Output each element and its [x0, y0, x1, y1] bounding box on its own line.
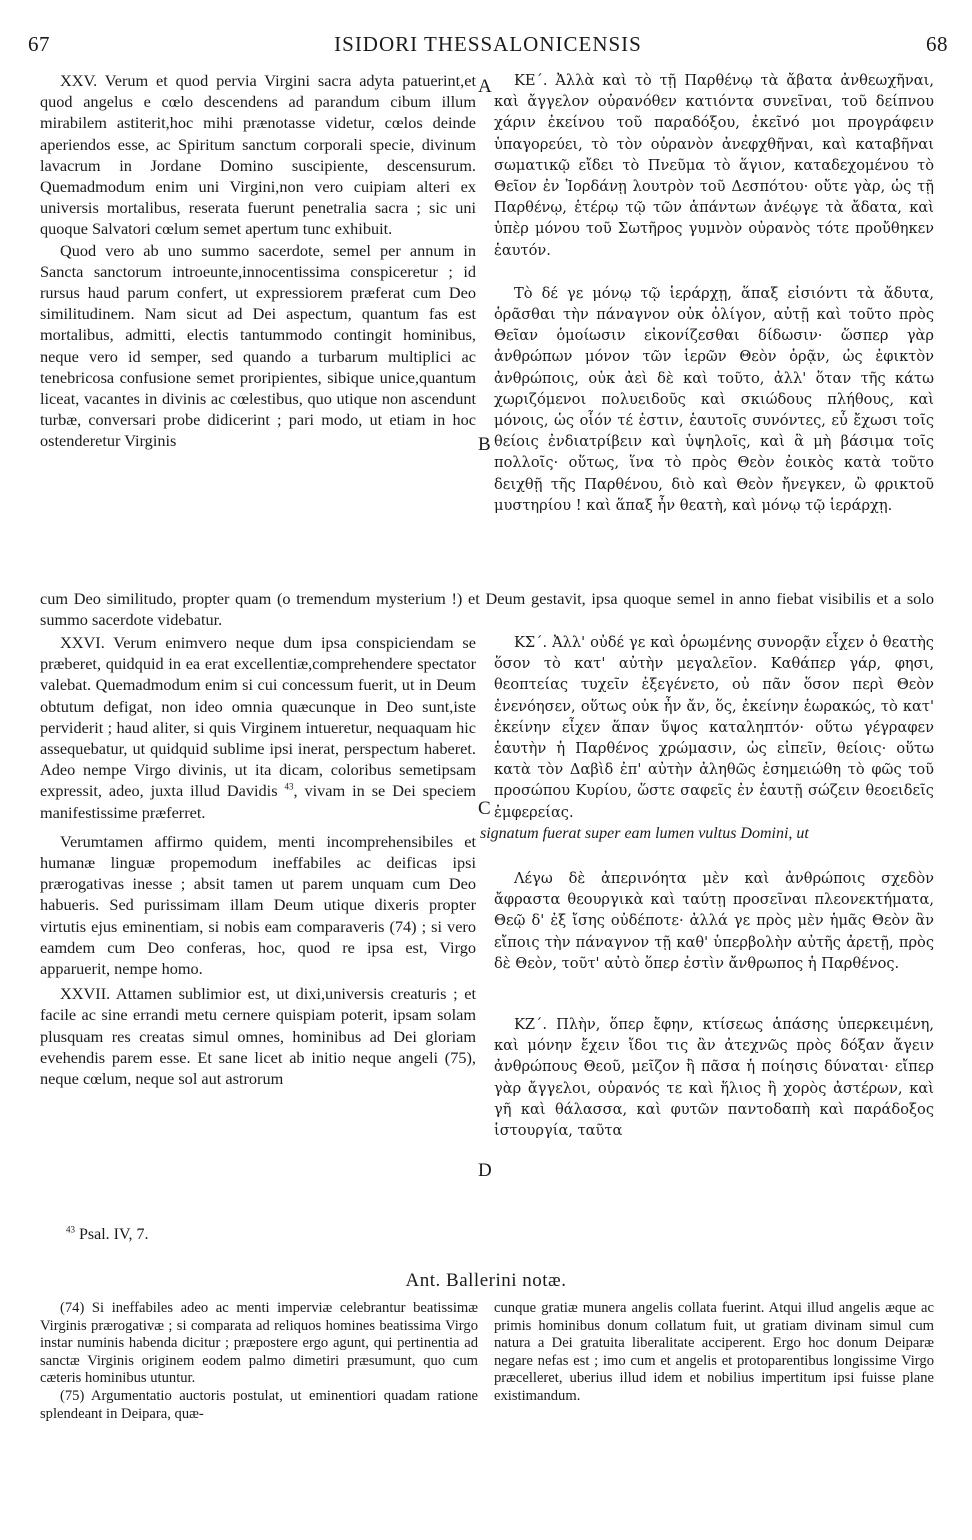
- page-number-right: 68: [926, 32, 948, 56]
- notes-left-column: [40, 1300, 478, 1520]
- footnote-reference: 43: [284, 782, 294, 792]
- greek-section-26-paragraph-2: Λέγω δὲ ἀπερινόητα μὲν καὶ ἀνθρώποις σχεδὸν ἄφραστα θεουργικὰ καὶ ταύτῃ προσεῖναι πλεονεκτήματα, Θεῷ δ' ἐξ ἴσης οὐδέποτε· ἀλλά γε πρὸς μὲν ἡμᾶς Θεὸν ἂν εἴποις τὴν πάναγνον τῇ καθ' ὑπερβολὴν αὐτῆς ἀρετῇ, πρὸς δὲ Θεὸν, τοῦτ' αὐτὸ ὅπερ ἐστὶν ἄνθρωπος ἡ Παρθένος.: [494, 870, 934, 972]
- latin-section-25-paragraph-2: Quod vero ab uno summo sacerdote, semel per annum in Sancta sanctorum introeunte,innocentissima conspiceretur ; id rursus haud parum confert, ut expressiorem præferat cum Deo similitudinem. Nam sicut ad Dei aspectum, quantum fas est mortalibus, admitti, electis tantummodo contingit hominibus, neque vero id semper, sed quando a turbarum multiplici ac tenebricosa confusione semet proripientes, sibique unice,quantum liceat, vacantes in divinis ac cœlestibus, quo utique non ascendunt turbæ, conversari probe didicerint ; pari modo, ut etiam in hoc ostenderetur Virginis: [40, 240, 476, 451]
- margin-letter-d: D: [478, 1160, 492, 1181]
- footnote: [66, 1226, 149, 1244]
- greek-section-25-paragraph-2: Τὸ δέ γε μόνῳ τῷ ἱεράρχῃ, ἅπαξ εἰσιόντι τὰ ἄδυτα, ὁρᾶσθαι τὴν πάναγνον οὐκ ὀλίγον, αὐτῇ καὶ τοῦτο πρὸς Θεῖαν ὁμοίωσιν εἰκονίζεσθαι δίδωσιν· ὥσπερ γὰρ ἀνθρώπων μόνον τῶν ἱερῶν Θεὸν ὁρᾷν, ὡς ἐφικτὸν ἀνθρώποις, οὐκ ἀεὶ δὲ καὶ τοῦτο, ἀλλ' ὅταν τῆς κάτω χωριζόμενοι πολυειδοῦς καὶ σκιώδους πλήθους, καὶ μόνοις, ὡς οἷόν τέ ἐστιν, ἑαυτοῖς συνόντες, εὖ ἔχωσι τοῖς θείοις ἐνδιατρίβειν καὶ ὑψηλοῖς, καὶ ἃ μὴ βάσιμα τοῖς πολλοῖς· οὕτως, ἵνα τὸ πρὸς Θεὸν ἐοικὸς κατὰ τοῦτο δειχθῇ τῆς Παρθένου, διὸ καὶ Θεὸν ἤνεγκεν, ὢ φρικτοῦ μυστηρίου ! καὶ ἅπαξ ἦν θεατὴ, καὶ μόνῳ τῷ ἱεράρχῃ.: [494, 284, 934, 514]
- note-74: (74) Si ineffabiles adeo ac menti imperviæ celebrantur beatissimæ Virginis prærogativæ ; si comparata ad reliquos homines beatissima Virgo instar numinis habenda dicitur ; præpostere ergo agunt, qui pertinentia ad sanctæ Virginis originem eodem palmo dimetiri præsumunt, quo cum cæteris hominibus utuntur.: [40, 1300, 478, 1387]
- running-title: ISIDORI THESSALONICENSIS: [334, 32, 642, 56]
- page-number-left: 67: [28, 32, 50, 56]
- latin-section-25-continuation: cum Deo similitudo, propter quam (o tremendum mysterium !) et Deum gestavit, ipsa quoque semel in anno fiebat visibilis et a solo summo sacerdote videbatur.: [40, 589, 934, 630]
- latin-column-bottom: [40, 632, 476, 1220]
- latin-quotation: [480, 823, 934, 844]
- full-width-continuation: [40, 588, 934, 630]
- greek-column-bottom: [480, 632, 934, 1220]
- notes-title: Ant. Ballerini notæ.: [405, 1270, 567, 1291]
- margin-letter-c: C: [478, 798, 491, 819]
- latin-section-26-text: XXVI. Verum enimvero neque dum ipsa conspiciendam se præberet, quidquid in ea erat excellentiæ,comprehendere spectator valebat. Quemadmodum enim si cui concessum fuerit, ut in Deum obtutum defigat, non ideo omnia quæcunque in Deo sunt,iste perviderit ; haud aliter, si quis Virginem intueretur, nequaquam hic assequebatur, ut quidquid sublime ipsi inerat, perspectum haberet. Adeo nempe Virgo divinis, ut ita dicam, coloribus semetipsam expressit, adeo, juxta illud Davidis: [40, 633, 476, 801]
- latin-section-26-paragraph-2: Verumtamen affirmo quidem, menti incomprehensibiles et humanæ linguæ propemodum ineffabiles ac deificas ipsi prærogativas inesse ; absit tamen ut parem unquam cum Deo habueris. Sed purissimam illam Deum utique dixeris propter virtutis ejus eminentiam, si nobis eam comparaveris (74) ; si vero eamdem cum Deo conferas, hoc, quod re ipsa est, Virgo apparuerit, nempe homo.: [40, 831, 476, 979]
- latin-section-26-text-end: vivam in se Dei speciem manifestissime præferret.: [40, 781, 477, 822]
- latin-section-25-paragraph-1: XXV. Verum et quod pervia Virgini sacra adyta patuerint,et quod angelus e cœlo descendens ad parandum cibum illum mirabilem astiterit,hoc mihi prænotasse videtur, cœlos deinde aperiendos esse, ac Spiritum sanctum corporali specie, divinum lavacrum in Jordane Domino suscipiente, descensurum. Quemadmodum enim uni Virgini,non vero cuipiam alteri ex universis mortalibus, reserata fuerunt penetralia sacra ; sic uni quoque Salvatori cœlum semet apertum tunc exhibuit.: [40, 71, 476, 239]
- notes-right-column: [494, 1300, 934, 1520]
- latin-quotation-text: signatum fuerat super eam lumen vultus Domini, ut: [480, 824, 809, 842]
- greek-section-26-paragraph-1: ΚΣ΄. Ἀλλ' οὐδέ γε καὶ ὁρωμένης συνορᾷν εἶχεν ὁ θεατὴς ὅσον τὸ κατ' αὐτὴν μεγαλεῖον. Καθάπερ γάρ, φησι, θεοπτείας τυχεῖν ἐξεγένετο, οὐ πᾶν ὅσον περὶ Θεὸν ἐνενόησεν, οὕτως οὐκ ἦν ἄν, ὅς, ἐκείνην ἑωρακώς, τὸ κατ' ἐκείνην εἶχεν ἅπαν ὕψος καταληπτόν· οὕτω γέγραφεν ἑαυτὴν ἡ Παρθένος χρώμασιν, ὡς εἰπεῖν, θείοις· οὕτω κατὰ τὸν Δαβὶδ ἐπ' αὐτὴν ἀληθῶς ἐσημειώθη τὸ φῶς τοῦ προσώπου Κυρίου, ὥστε σαφεῖς ἐν ἑαυτῇ σώζειν θεοειδεῖς ἐμφερείας.: [494, 634, 934, 821]
- latin-section-26-paragraph-1: XXVI. Verum enimvero neque dum ipsa conspiciendam se præberet, quidquid in ea erat excellentiæ,comprehendere spectator valebat. Quemadmodum enim si cui concessum fuerit, ut in Deum obtutum defigat, non ideo omnia quæcunque in Deo sunt,iste perviderit ; haud aliter, si quis Virginem intueretur, nequaquam hic assequebatur, ut quidquid sublime ipsi inerat, perspectum haberet. Adeo nempe Virgo divinis, ut ita dicam, coloribus semetipsam expressit, adeo, juxta illud Davidis $^{43}$, vivam in se Dei speciem manifestissime præferret.: [40, 633, 477, 822]
- footnote-number: 43: [66, 1224, 75, 1235]
- greek-column-top: [494, 70, 934, 582]
- latin-column-top: [40, 70, 476, 582]
- footnote-text: Psal. IV, 7.: [79, 1226, 149, 1243]
- greek-section-27-paragraph-1: ΚΖ΄. Πλὴν, ὅπερ ἔφην, κτίσεως ἁπάσης ὑπερκειμένη, καὶ μόνην ἔχειν ἴδοι τις ἂν ἀτεχνῶς πρὸς δόξαν ἄγειν ἀνθρώπους Θεοῦ, μεῖζον ἢ πᾶσα ἡ ποίησις δύναται· εἴπερ γὰρ ἄγγελοι, οὐρανός τε καὶ ἥλιος ἢ χορὸς ἀστέρων, καὶ γῆ καὶ θάλασσα, καὶ φυτῶν παντοδαπὴ καὶ παράδοξος ἱστουργία, ταῦτα: [494, 1016, 934, 1140]
- note-continuation: cunque gratiæ munera angelis collata fuerint. Atqui illud angelis æque ac primis hominibus donum collatum fuit, ut gratiam divinam simul cum natura a Dei gratuita liberalitate acciperent. Ergo hoc donum Deiparæ negare nefas est ; imo cum et angelis et protoparentibus longissime Virgo præcelleret, uberius illud idem et nobilius impertitum ipsi fuisse plane existimandum.: [494, 1300, 934, 1404]
- note-75: (75) Argumentatio auctoris postulat, ut eminentiori quadam ratione splendeant in Deipara, quæ-: [40, 1387, 478, 1422]
- margin-letter-b: B: [478, 434, 491, 455]
- greek-section-25-paragraph-1: ΚΕ΄. Ἀλλὰ καὶ τὸ τῇ Παρθένῳ τὰ ἄβατα ἀνθεωχῆναι, καὶ ἄγγελον οὐρανόθεν κατιόντα συνεῖναι, τοῦ δείπνου χάριν ἐκείνου τοῦ παραδόξου, ἐκεῖνό μοι προγράφειν ὑπαγορεύει, τὸ τὸν οὐρανὸν ἀνεφχθῆναι, καὶ καταβῆναι σωματικῷ εἴδει τὸ Πνεῦμα τὸ ἅγιον, καταδεχομένου τὸ Θεῖον ἐν Ἰορδάνῃ λουτρὸν τοῦ Δεσπότου· οὔτε γὰρ, ὡς τῇ Παρθένῳ, ἑτέρῳ τῷ τῶν ἁπάντων ἀνέῳγε τὰ ἄδατα, καὶ ὑπὲρ μόνου τοῦ Σωτῆρος γυμνὸν οὐρανὸς τότε προὔθηκεν ἑαυτόν.: [494, 72, 934, 259]
- latin-section-27-paragraph-1: XXVII. Attamen sublimior est, ut dixi,universis creaturis ; et facile ac sine errandi metu cernere quispiam poterit, ipsam solam plusquam res creatas simul omnes, hominibus ad Dei gloriam evehendis parem esse. Et sane licet ab initio neque angeli (75), neque cœlum, neque sol aut astrorum: [40, 984, 476, 1089]
- running-header: [28, 32, 948, 58]
- margin-letter-a: A: [478, 76, 492, 97]
